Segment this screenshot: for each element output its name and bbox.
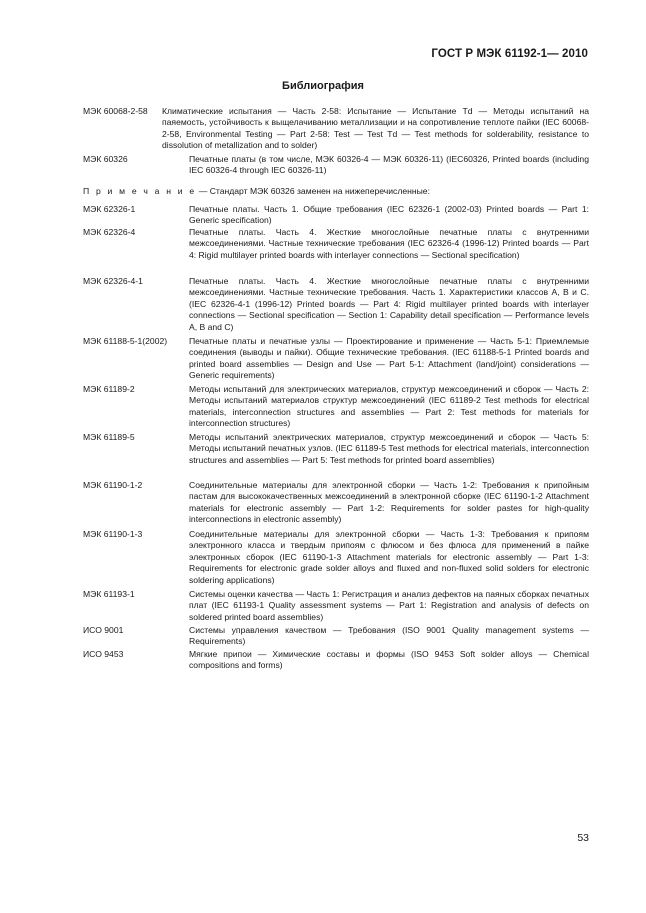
entry-code: МЭК 61188-5-1(2002) xyxy=(83,336,168,346)
entry-text: Мягкие припои — Химические составы и формы (ISO 9453 Soft solder alloys — Chemical compositions and forms) xyxy=(189,649,589,671)
page-number: 53 xyxy=(577,832,589,844)
running-header: ГОСТ Р МЭК 61192-1— 2010 xyxy=(431,48,588,60)
entry-text: Системы управления качеством — Требования (ISO 9001 Quality management systems — Requirements) xyxy=(189,625,589,647)
entry-code: МЭК 61190-1-3 xyxy=(83,529,143,539)
entry-text: Методы испытаний электрических материалов, структур межсоединений и сборок — Часть 5: Методы испытаний печатных узлов. (IEC 61189-5 Test methods for electrical materials, interconnection structures and assemblies — Part 5: Test methods for printed board assemblies) xyxy=(189,432,589,465)
entry-text: Соединительные материалы для электронной сборки — Часть 1-3: Требования к припоям электронного класса и твердым припоям с флюсом и без флюса для применений в пайке электронных сборок (IEC 61190-1-3 Attachment materials for electronic assembly — Part 1-3: Requirements for electronic grade solder alloys and fluxed and non-fluxed solid solders for electronic soldering applications) xyxy=(189,529,589,585)
bibliography-entry xyxy=(83,432,589,466)
entry-text: Печатные платы и печатные узлы — Проектирование и применение — Часть 5-1: Приемлемые соединения (выводы и пайки). Общие технические требования. (IEC 61188-5-1 Printed boards and printed board assemblies — Design and Use — Part 5-1: Attachment (land/joint) considerations — Generic requirements) xyxy=(189,336,589,381)
bibliography-entry xyxy=(83,384,589,430)
bibliography-entry xyxy=(83,529,589,586)
entry-code: МЭК 61190-1-2 xyxy=(83,480,143,490)
entry-code: МЭК 60326 xyxy=(83,154,128,164)
entry-code: МЭК 62326-4 xyxy=(83,227,136,237)
entry-code: ИСО 9001 xyxy=(83,625,124,635)
entry-code: МЭК 61189-2 xyxy=(83,384,135,394)
entry-code: МЭК 60068-2-58 xyxy=(83,106,148,116)
entry-code: МЭК 61189-5 xyxy=(83,432,135,442)
entry-code: МЭК 62326-4-1 xyxy=(83,276,143,286)
entry-code: ИСО 9453 xyxy=(83,649,124,659)
bibliography-entry xyxy=(83,649,589,672)
bibliography-entry xyxy=(83,336,589,382)
bibliography-entry xyxy=(83,276,589,333)
note-label: П р и м е ч а н и е xyxy=(83,186,197,196)
entry-text: Методы испытаний для электрических материалов, структур межсоединений и сборок — Часть 2: Методы испытаний материалов структур межсоединений (IEC 61189-2 Test methods for electrical materials, interconnection structures and assemblies — Part 2: Test methods for materials for interconnection structures) xyxy=(189,384,589,429)
bibliography-entry xyxy=(83,106,589,152)
section-title: Библиография xyxy=(282,80,364,92)
note xyxy=(83,186,589,197)
bibliography-entry xyxy=(83,480,589,526)
entry-text: Печатные платы (в том числе, МЭК 60326-4 — МЭК 60326-11) (IEC60326, Printed boards (including IEC 60326-4 through IEC 60326-11) xyxy=(189,154,589,176)
entry-text: Печатные платы. Часть 1. Общие требования (IEC 62326-1 (2002-03) Printed boards — Part 1: Generic specification) xyxy=(189,204,589,226)
bibliography-entry xyxy=(83,154,589,177)
entry-text: Соединительные материалы для электронной сборки — Часть 1-2: Требования к припойным пастам для высококачественных межсоединений в электронной сборке (IEC 61190-1-2 Attachment materials for electronic assembly — Part 1-2: Requirements for solder pastes for high-quality interconnections in electronic assembly) xyxy=(189,480,589,525)
entry-text: Климатические испытания — Часть 2-58: Испытание — Испытание Td — Методы испытаний на паяемость, устойчивость к выщелачиванию металлизации и на сопротивление теплоте пайки (IEC 60068-2-58, Environmental Testing — Part 2-58: Test — Test Td — Test methods for solderability, resistance to dissolution of metallization and to solder) xyxy=(162,106,589,151)
entry-text: Печатные платы. Часть 4. Жесткие многослойные печатные платы с внутренними межсоединениями. Частные технические требования (IEC 62326-4 (1996-12) Printed boards — Part 4: Rigid multilayer printed boards with interlayer connections — Sectional specification) xyxy=(189,227,589,260)
entry-code: МЭК 61193-1 xyxy=(83,589,135,599)
entry-text: Печатные платы. Часть 4. Жесткие многослойные печатные платы с внутренними межсоединениями. Частные технические требования. Часть 1. Характеристики классов А, В и С. (IEC 62326-4-1 (1996-12) Printed boards — Part 4: Rigid multilayer printed boards with interlayer connections — Sectional specification — Section 1: Capability detail specification — Performance levels A, B and C) xyxy=(189,276,589,332)
bibliography-entry xyxy=(83,625,589,648)
bibliography-entry xyxy=(83,204,589,227)
entry-text: Системы оценки качества — Часть 1: Регистрация и анализ дефектов на паяных сборках печатных плат (IEC 61193-1 Quality assessment systems — Part 1: Registration and analysis of defects on soldered printed board assemblies) xyxy=(189,589,589,622)
entry-code: МЭК 62326-1 xyxy=(83,204,136,214)
bibliography-entry xyxy=(83,227,589,261)
bibliography-entry xyxy=(83,589,589,623)
note-text: — Стандарт МЭК 60326 заменен на нижеперечисленные: xyxy=(196,186,430,196)
